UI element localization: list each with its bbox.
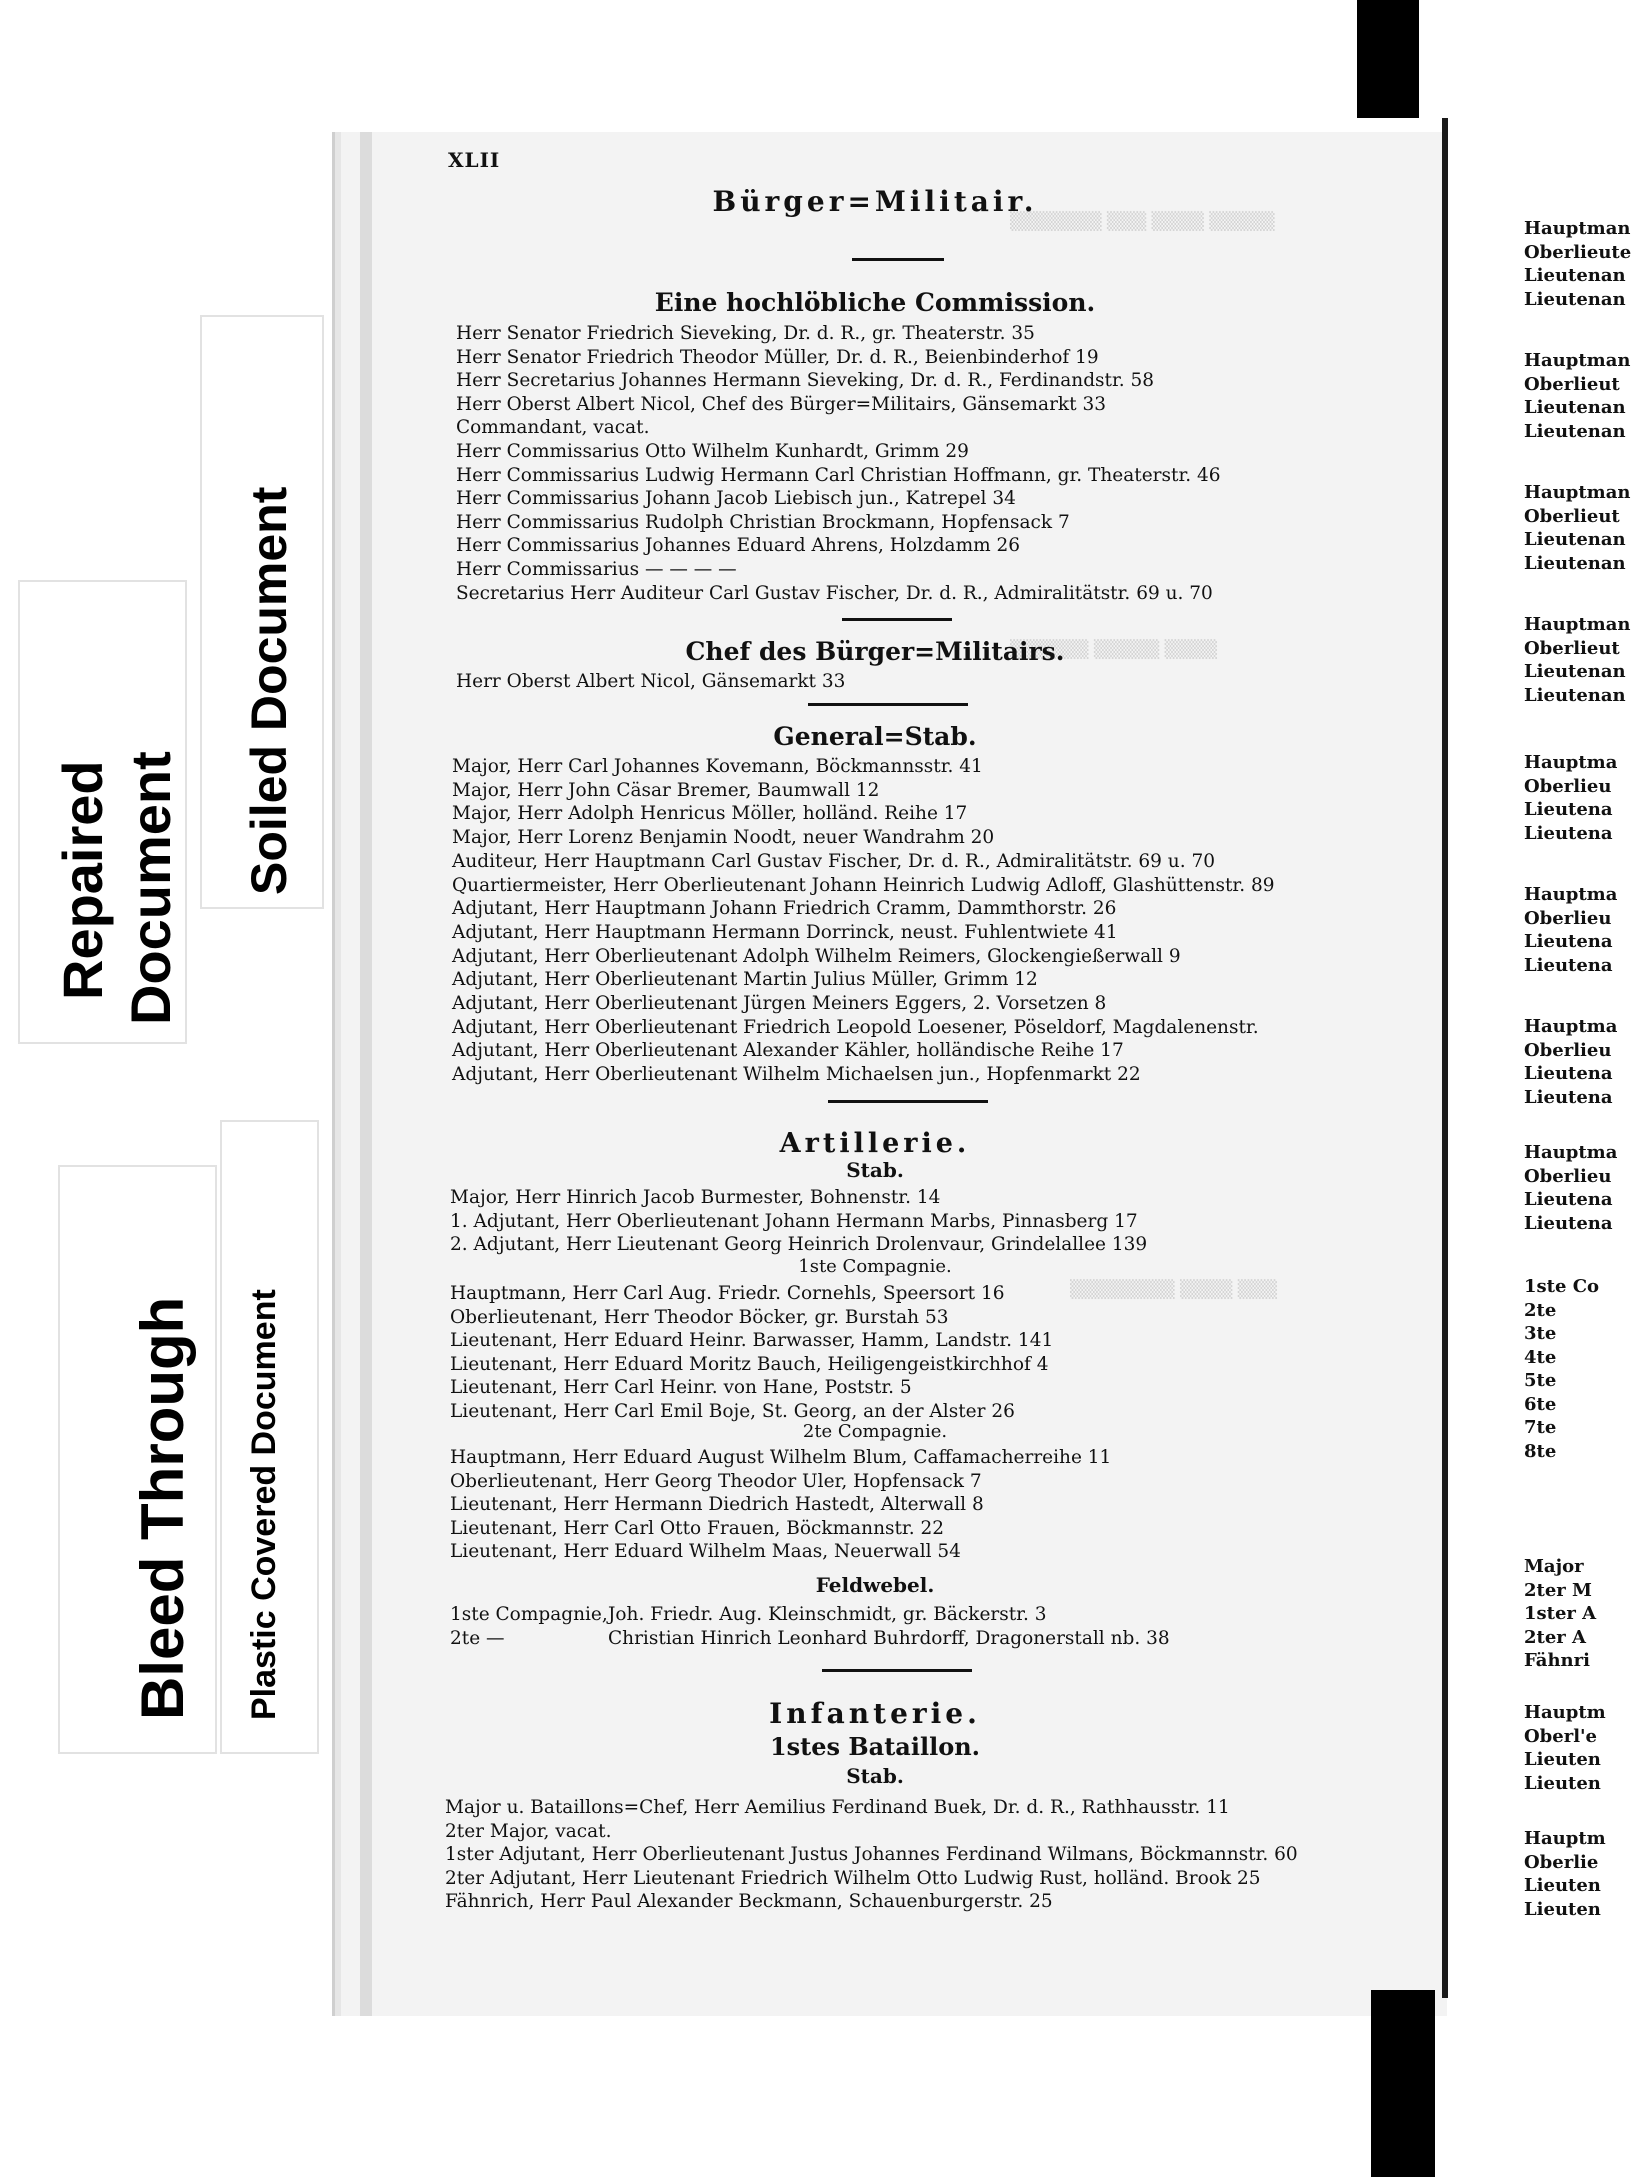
bleed-through-block: ▒▒▒▒▒▒ ▒▒▒▒▒ ▒▒▒▒ xyxy=(1010,640,1217,660)
entry-line: Herr Commissarius Ludwig Hermann Carl Christian Hoffmann, gr. Theaterstr. 46 xyxy=(456,464,1221,486)
facing-page-entry: 3te xyxy=(1524,1323,1557,1344)
artillerie-stab-heading: Stab. xyxy=(846,1158,904,1182)
feldwebel-company: 2te — xyxy=(450,1627,505,1649)
feldwebel-name: Christian Hinrich Leonhard Buhrdorff, Dragonerstall nb. 38 xyxy=(608,1627,1170,1649)
facing-page-entry: 2ter A xyxy=(1524,1626,1587,1648)
entry-line: Oberlieutenant, Herr Georg Theodor Uler, Hopfensack 7 xyxy=(450,1470,982,1492)
entry-line: Secretarius Herr Auditeur Carl Gustav Fischer, Dr. d. R., Admiralitätstr. 69 u. 70 xyxy=(456,582,1213,604)
facing-page-entry: Fähnri xyxy=(1524,1650,1590,1671)
entry-line: Adjutant, Herr Oberlieutenant Jürgen Meiners Eggers, 2. Vorsetzen 8 xyxy=(452,993,1107,1014)
facing-page-entry: Oberlieute xyxy=(1524,241,1631,263)
facing-page-entry: Hauptma xyxy=(1524,884,1618,905)
facing-page-entry: Lieutenan xyxy=(1524,265,1626,286)
facing-page-entry: Hauptma xyxy=(1524,1016,1618,1037)
facing-page-entry: 6te xyxy=(1524,1393,1557,1415)
entry-line: Lieutenant, Herr Carl Emil Boje, St. Georg, an der Alster 26 xyxy=(450,1400,1015,1422)
facing-page-entry: 1ster A xyxy=(1524,1603,1597,1624)
title-rule xyxy=(852,258,944,261)
chef-rule xyxy=(842,618,952,621)
facing-page-entry: 2ter M xyxy=(1524,1579,1592,1601)
entry-line: Adjutant, Herr Oberlieutenant Martin Julius Müller, Grimm 12 xyxy=(452,969,1038,991)
bataillon-heading: 1stes Bataillon. xyxy=(769,1732,981,1761)
page-fold-shadow xyxy=(360,132,372,2016)
facing-page-entry: Lieutenan xyxy=(1524,552,1626,574)
entry-line: Major u. Bataillons=Chef, Herr Aemilius Ferdinand Buek, Dr. d. R., Rathhausstr. 11 xyxy=(445,1797,1230,1818)
entry-line: Oberlieutenant, Herr Theodor Böcker, gr. Burstah 53 xyxy=(450,1306,949,1328)
general-stab-rule xyxy=(808,703,968,706)
feldwebel-name: Joh. Friedr. Aug. Kleinschmidt, gr. Bäckerstr. 3 xyxy=(608,1604,1047,1625)
facing-page-entry: Lieutena xyxy=(1524,1063,1613,1084)
entry-line: Herr Commissarius Otto Wilhelm Kunhardt, Grimm 29 xyxy=(456,441,969,462)
entry-line: Major, Herr Carl Johannes Kovemann, Böckmannsstr. 41 xyxy=(452,756,983,777)
facing-page-entry: Oberlieu xyxy=(1524,907,1612,929)
entry-line: Herr Oberst Albert Nicol, Chef des Bürger=Militairs, Gänsemarkt 33 xyxy=(456,393,1106,415)
facing-page-entry: Lieuten xyxy=(1524,1749,1601,1770)
facing-page-entry: Lieutenan xyxy=(1524,684,1626,706)
facing-page-entry: Hauptman xyxy=(1524,482,1631,503)
binding-clip-bottom xyxy=(1371,1990,1435,2177)
facing-page-entry: Lieuten xyxy=(1524,1772,1601,1794)
facing-page-entry: Oberlieut xyxy=(1524,637,1620,659)
facing-page-entry: Hauptm xyxy=(1524,1828,1606,1849)
entry-line: Lieutenant, Herr Eduard Moritz Bauch, Heiligengeistkirchhof 4 xyxy=(450,1353,1049,1375)
entry-line: Major, Herr Lorenz Benjamin Noodt, neuer Wandrahm 20 xyxy=(452,827,995,849)
label-plastic: Plastic Covered Document xyxy=(245,1289,283,1720)
entry-line: Herr Commissarius Rudolph Christian Brockmann, Hopfensack 7 xyxy=(456,511,1070,533)
facing-page-entry: Oberlie xyxy=(1524,1851,1599,1873)
facing-page-entry: Oberlieu xyxy=(1524,1039,1612,1061)
entry-line: Fähnrich, Herr Paul Alexander Beckmann, Schauenburgerstr. 25 xyxy=(445,1891,1053,1912)
facing-page-entry: Lieuten xyxy=(1524,1875,1601,1896)
facing-page-entry: Hauptman xyxy=(1524,350,1631,371)
facing-page-entry: Lieutenan xyxy=(1524,397,1626,418)
entry-line: Lieutenant, Herr Carl Otto Frauen, Böckmannstr. 22 xyxy=(450,1517,945,1539)
entry-line: 2ter Major, vacat. xyxy=(445,1820,612,1842)
entry-line: 1ster Adjutant, Herr Oberlieutenant Justus Johannes Ferdinand Wilmans, Böckmannstr. 60 xyxy=(445,1844,1298,1865)
page-number: XLII xyxy=(448,148,501,172)
facing-page-entry: Lieutenan xyxy=(1524,420,1626,442)
label-repaired-2: Document xyxy=(119,751,182,1025)
infanterie-stab-heading: Stab. xyxy=(846,1764,904,1788)
facing-page-entry: Hauptma xyxy=(1524,752,1618,773)
feldwebel-heading: Feldwebel. xyxy=(815,1573,935,1597)
entry-line: 2ter Adjutant, Herr Lieutenant Friedrich Wilhelm Otto Ludwig Rust, holländ. Brook 25 xyxy=(445,1867,1261,1889)
facing-page-entry: Lieutena xyxy=(1524,931,1613,952)
entry-line: Lieutenant, Herr Eduard Heinr. Barwasser, Hamm, Landstr. 141 xyxy=(450,1330,1054,1351)
facing-page-entry: Lieutenan xyxy=(1524,661,1626,682)
section-heading-infanterie: Infanterie. xyxy=(769,1697,981,1730)
entry-line: Lieutenant, Herr Carl Heinr. von Hane, Poststr. 5 xyxy=(450,1377,912,1398)
artillerie-rule xyxy=(828,1100,988,1103)
entry-line: Major, Herr John Cäsar Bremer, Baumwall 12 xyxy=(452,779,880,801)
facing-page-entry: Hauptman xyxy=(1524,218,1631,239)
facing-page-entry: Lieutena xyxy=(1524,954,1613,976)
entry-line: Herr Commissarius Johannes Eduard Ahrens, Holzdamm 26 xyxy=(456,535,1021,557)
label-bleed: Bleed Through xyxy=(129,1296,196,1720)
facing-page-entry: Oberlieu xyxy=(1524,1165,1612,1187)
facing-page-entry: Hauptman xyxy=(1524,614,1631,635)
bleed-through-block: ▒▒▒▒▒▒▒ ▒▒▒ ▒▒▒▒ ▒▒▒▒▒ xyxy=(1010,212,1275,232)
section-heading-general-stab: General=Stab. xyxy=(773,722,977,751)
entry-line: Auditeur, Herr Hauptmann Carl Gustav Fischer, Dr. d. R., Admiralitätstr. 69 u. 70 xyxy=(452,850,1216,872)
facing-page-entry: Oberlieut xyxy=(1524,373,1620,395)
entry-line: Adjutant, Herr Oberlieutenant Alexander Kähler, holländische Reihe 17 xyxy=(452,1040,1124,1062)
entry-line: Adjutant, Herr Hauptmann Hermann Dorrinck, neust. Fuhlentwiete 41 xyxy=(452,921,1118,943)
entry-line: Adjutant, Herr Hauptmann Johann Friedrich Cramm, Dammthorstr. 26 xyxy=(452,898,1117,920)
facing-page-entry: Lieutena xyxy=(1524,1086,1613,1108)
page-edge xyxy=(1442,118,1448,1998)
label-soiled: Soiled Document xyxy=(241,486,297,895)
facing-page-entry: Oberlieu xyxy=(1524,775,1612,797)
entry-line: Commandant, vacat. xyxy=(456,417,650,439)
facing-page-entry: 1ste Co xyxy=(1524,1276,1600,1297)
entry-line: Adjutant, Herr Oberlieutenant Friedrich Leopold Loesener, Pöseldorf, Magdalenenstr. xyxy=(452,1016,1259,1038)
facing-page-entry: 7te xyxy=(1524,1417,1557,1438)
facing-page-entry: Lieutena xyxy=(1524,799,1613,820)
entry-line: Hauptmann, Herr Eduard August Wilhelm Blum, Caffamacherreihe 11 xyxy=(450,1447,1112,1468)
entry-line: Major, Herr Hinrich Jacob Burmester, Bohnenstr. 14 xyxy=(450,1187,941,1208)
label-repaired-1: Repaired xyxy=(51,760,114,1000)
entry-line: 2. Adjutant, Herr Lieutenant Georg Heinrich Drolenvaur, Grindelallee 139 xyxy=(450,1234,1148,1255)
facing-page-entry: 5te xyxy=(1524,1370,1557,1391)
artillerie-comp1-heading: 1ste Compagnie. xyxy=(798,1256,952,1277)
entry-line: Herr Senator Friedrich Sieveking, Dr. d. R., gr. Theaterstr. 35 xyxy=(456,323,1035,344)
facing-page-entry: Lieutena xyxy=(1524,1189,1613,1210)
binding-clip-top xyxy=(1357,0,1419,118)
facing-page-entry: 8te xyxy=(1524,1440,1557,1462)
section-heading-artillerie: Artillerie. xyxy=(779,1128,971,1159)
section-heading-chef: Chef des Bürger=Militairs. xyxy=(685,637,1065,666)
facing-page-entry: 2te xyxy=(1524,1299,1557,1321)
entry-line: Herr Oberst Albert Nicol, Gänsemarkt 33 xyxy=(456,671,846,692)
entry-line: Major, Herr Adolph Henricus Möller, holländ. Reihe 17 xyxy=(452,803,968,825)
facing-page-entry: Hauptm xyxy=(1524,1702,1606,1723)
facing-page-entry: Hauptma xyxy=(1524,1142,1618,1163)
facing-page-entry: Lieutena xyxy=(1524,822,1613,844)
facing-page-entry: Lieutenan xyxy=(1524,529,1626,550)
entry-line: 1. Adjutant, Herr Oberlieutenant Johann Hermann Marbs, Pinnasberg 17 xyxy=(450,1210,1138,1232)
entry-line: Quartiermeister, Herr Oberlieutenant Johann Heinrich Ludwig Adloff, Glashüttenstr. 89 xyxy=(452,874,1275,896)
bleed-through-block: ▒▒▒▒▒▒▒▒ ▒▒▒▒ ▒▒▒ xyxy=(1070,1280,1277,1300)
page-title: Bürger=Militair. xyxy=(712,185,1038,218)
entry-line: Herr Secretarius Johannes Hermann Sieveking, Dr. d. R., Ferdinandstr. 58 xyxy=(456,370,1155,392)
facing-page-entry: Lieutenan xyxy=(1524,288,1626,310)
entry-line: Herr Commissarius Johann Jacob Liebisch jun., Katrepel 34 xyxy=(456,488,1016,510)
entry-line: Adjutant, Herr Oberlieutenant Adolph Wilhelm Reimers, Glockengießerwall 9 xyxy=(452,945,1181,967)
feldwebel-company: 1ste Compagnie, xyxy=(450,1604,608,1625)
entry-line: Lieutenant, Herr Hermann Diedrich Hastedt, Alterwall 8 xyxy=(450,1494,984,1515)
facing-page-entry: 4te xyxy=(1524,1346,1557,1368)
facing-page-entry: Oberlieut xyxy=(1524,505,1620,527)
facing-page-entry: Lieutena xyxy=(1524,1212,1613,1234)
infanterie-rule xyxy=(822,1669,972,1672)
facing-page-entry: Oberl'e xyxy=(1524,1725,1598,1747)
facing-page-entry: Lieuten xyxy=(1524,1898,1601,1920)
entry-line: Herr Commissarius — — — — xyxy=(456,559,737,580)
facing-page-entry: Major xyxy=(1524,1556,1584,1577)
entry-line: Adjutant, Herr Oberlieutenant Wilhelm Michaelsen jun., Hopfenmarkt 22 xyxy=(452,1064,1141,1086)
entry-line: Herr Senator Friedrich Theodor Müller, Dr. d. R., Beienbinderhof 19 xyxy=(456,346,1099,368)
entry-line: Lieutenant, Herr Eduard Wilhelm Maas, Neuerwall 54 xyxy=(450,1541,961,1562)
artillerie-comp2-heading: 2te Compagnie. xyxy=(802,1421,948,1442)
entry-line: Hauptmann, Herr Carl Aug. Friedr. Cornehls, Speersort 16 xyxy=(450,1283,1005,1304)
section-heading-commission: Eine hochlöbliche Commission. xyxy=(654,288,1096,317)
